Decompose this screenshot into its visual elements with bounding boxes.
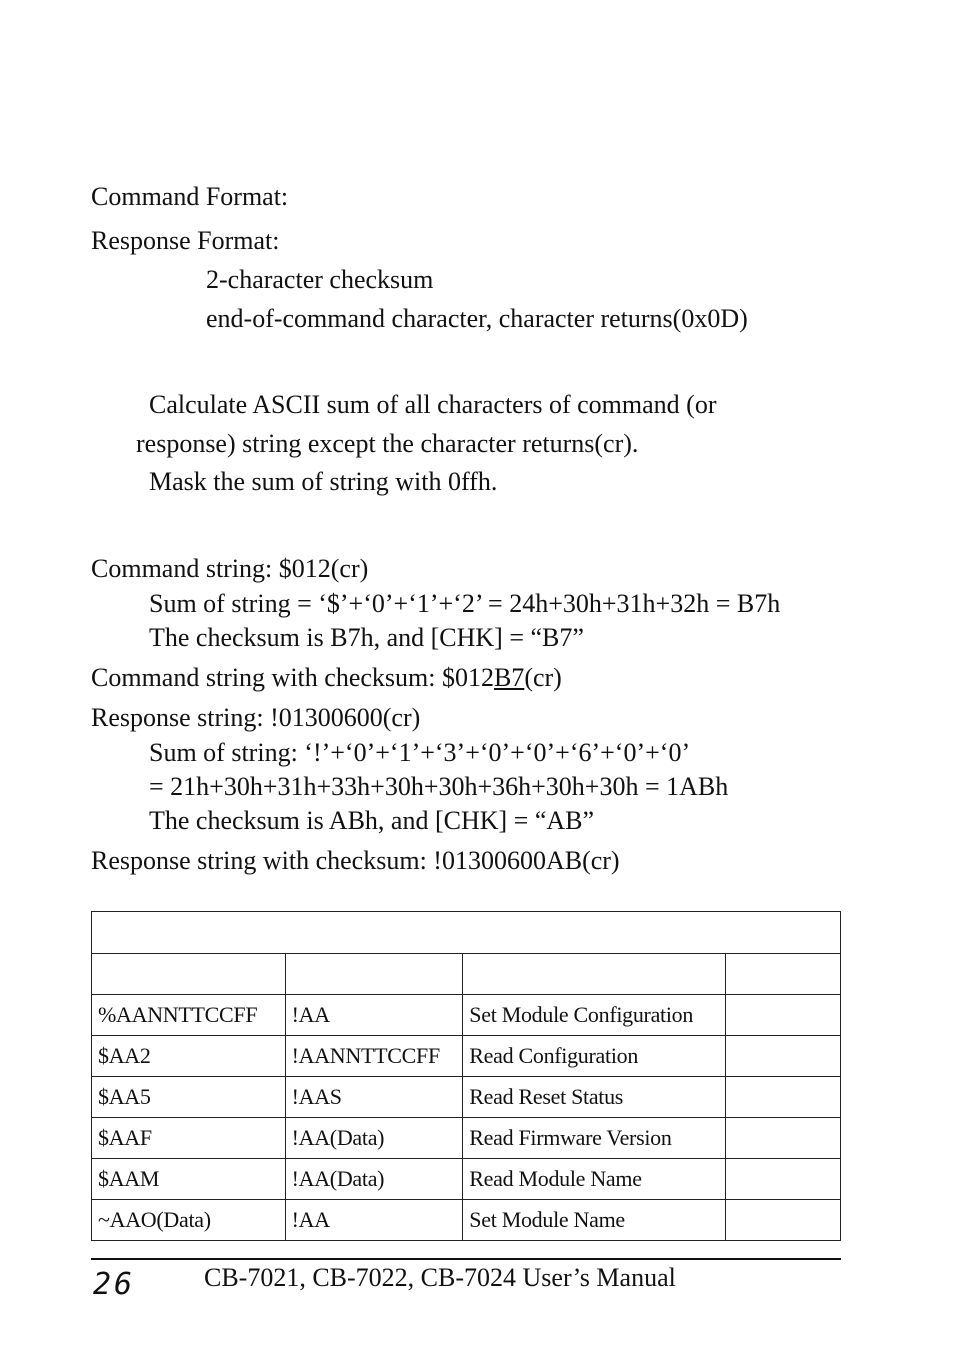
table-row xyxy=(92,995,841,1036)
header-response-cell xyxy=(285,954,463,995)
checksum-description: 2-character checksum xyxy=(206,265,434,294)
response-cell: !AAS xyxy=(285,1077,463,1118)
manual-title: CB-7021, CB-7022, CB-7024 User’s Manual xyxy=(204,1263,676,1292)
example-command-with-checksum xyxy=(91,665,562,691)
table-header-row xyxy=(92,954,841,995)
response-cell: !AA xyxy=(285,1200,463,1241)
command-with-checksum-prefix: Command string with checksum: $012 xyxy=(91,663,494,692)
table-row xyxy=(92,1118,841,1159)
cr-description: end-of-command character, character returns(0x0D) xyxy=(206,304,748,333)
example-response-string: Response string: !01300600(cr) xyxy=(91,703,421,732)
description-cell: Set Module Configuration xyxy=(463,995,726,1036)
command-format-label: Command Format: xyxy=(91,182,289,211)
footer-rule xyxy=(91,1258,841,1260)
section-cell xyxy=(725,1200,840,1241)
table-row xyxy=(92,1159,841,1200)
response-cell: !AANNTTCCFF xyxy=(285,1036,463,1077)
command-cell: $AA2 xyxy=(92,1036,286,1077)
example-command-sum: Sum of string = ‘$’+‘0’+‘1’+‘2’ = 24h+30h+31h+32h = B7h xyxy=(149,589,781,618)
command-cell: $AA5 xyxy=(92,1077,286,1118)
response-cell: !AA xyxy=(285,995,463,1036)
command-cell: $AAF xyxy=(92,1118,286,1159)
description-cell: Set Module Name xyxy=(463,1200,726,1241)
example-command-checksum: The checksum is B7h, and [CHK] = “B7” xyxy=(149,623,584,652)
example-response-sum-line1: Sum of string: ‘!’+‘0’+‘1’+‘3’+‘0’+‘0’+‘6’+‘0’+‘0’ xyxy=(149,738,691,767)
header-description-cell xyxy=(463,954,726,995)
response-cell: !AA(Data) xyxy=(285,1159,463,1200)
calc-step1-line2: response) string except the character returns(cr). xyxy=(136,429,639,458)
table-row xyxy=(92,1077,841,1118)
section-cell xyxy=(725,1159,840,1200)
description-cell: Read Configuration xyxy=(463,1036,726,1077)
example-response-checksum: The checksum is ABh, and [CHK] = “AB” xyxy=(149,806,595,835)
description-cell: Read Reset Status xyxy=(463,1077,726,1118)
command-cell: ~AAO(Data) xyxy=(92,1200,286,1241)
table-row xyxy=(92,1036,841,1077)
section-cell xyxy=(725,995,840,1036)
table-title-row xyxy=(92,912,841,954)
command-with-checksum-suffix: (cr) xyxy=(524,663,562,692)
calc-step1-line1: Calculate ASCII sum of all characters of command (or xyxy=(149,390,717,419)
table-title-cell xyxy=(92,912,841,954)
section-cell xyxy=(725,1077,840,1118)
response-format-label: Response Format: xyxy=(91,226,280,255)
header-command-cell xyxy=(92,954,286,995)
description-cell: Read Module Name xyxy=(463,1159,726,1200)
calc-step2: Mask the sum of string with 0ffh. xyxy=(149,467,498,496)
description-cell: Read Firmware Version xyxy=(463,1118,726,1159)
command-cell: %AANNTTCCFF xyxy=(92,995,286,1036)
section-cell xyxy=(725,1036,840,1077)
example-response-sum-line2: = 21h+30h+31h+33h+30h+30h+36h+30h+30h = 1ABh xyxy=(149,772,729,801)
page-number: 26 xyxy=(93,1267,136,1302)
table-row xyxy=(92,1200,841,1241)
response-cell: !AA(Data) xyxy=(285,1118,463,1159)
command-cell: $AAM xyxy=(92,1159,286,1200)
example-command-string: Command string: $012(cr) xyxy=(91,554,369,583)
example-response-with-checksum: Response string with checksum: !01300600AB(cr) xyxy=(91,846,620,875)
header-section-cell xyxy=(725,954,840,995)
command-table xyxy=(91,911,841,1241)
command-checksum-value: B7 xyxy=(493,663,525,692)
section-cell xyxy=(725,1118,840,1159)
